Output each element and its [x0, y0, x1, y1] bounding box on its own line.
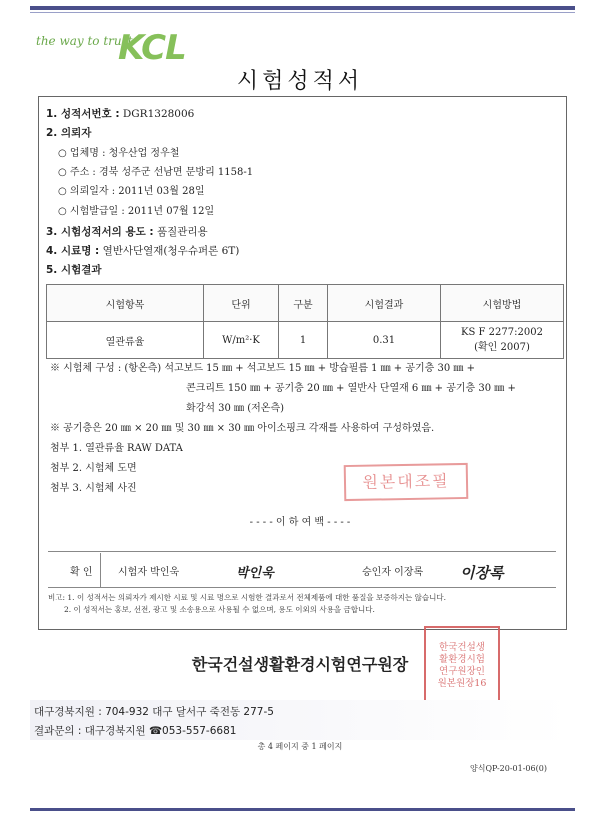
seal-text-3: 연구원장인 [439, 666, 485, 677]
sample-label: 4. 시료명 : [46, 245, 100, 257]
seal-text-4: 원본원장16 [437, 678, 487, 689]
report-number-label: 1. 성적서번호 : [46, 108, 120, 120]
report-number-value: DGR1328006 [122, 108, 195, 120]
confirm-label: 확 인 [70, 567, 93, 578]
air-layer-note: ※ 공기층은 20 ㎜ × 20 ㎜ 및 30 ㎜ × 30 ㎜ 아이소핑크 각재를 사용하여 구성하였음. [50, 423, 435, 434]
specimen-line-2: 콘크리트 150 ㎜ + 공기층 20 ㎜ + 열반사 단열재 6 ㎜ + 공기층 30 ㎜ + [186, 383, 516, 394]
cell-unit: W/m²·K [204, 322, 279, 359]
header-division: 구분 [279, 285, 328, 322]
attachment-3: 첨부 3. 시험체 사진 [50, 483, 137, 494]
sample-line [46, 245, 239, 258]
client-address: ○ 주소 : 경북 성주군 선남면 문방리 1158-1 [58, 167, 254, 178]
request-date: ○ 의뢰일자 : 2011년 03월 28일 [58, 186, 205, 197]
approver-signature: 이장록 [460, 564, 504, 582]
top-rule [30, 6, 575, 10]
client-label: 2. 의뢰자 [46, 127, 92, 139]
form-code: 양식QP-20-01-06(0) [470, 764, 547, 773]
header-item: 시험항목 [47, 285, 204, 322]
attachment-1: 첨부 1. 열관류율 RAW DATA [50, 443, 183, 454]
results-table [46, 284, 564, 359]
branch-address: 대구경북지원 : 704-932 대구 달서구 죽전동 277-5 [34, 706, 274, 718]
note-line-1: 비고: 1. 이 성적서는 의뢰자가 제시한 시료 및 시료 명으로 시험한 결과로서 전체제품에 대한 품질을 보증하지는 않습니다. [48, 593, 446, 602]
cell-division: 1 [279, 322, 328, 359]
approver-label: 승인자 이장록 [362, 567, 424, 578]
document-title: 시험성적서 [236, 69, 364, 94]
method-standard: KS F 2277:2002 [461, 327, 543, 338]
divider-top [48, 551, 556, 552]
table-header-row [47, 285, 564, 322]
table-row [47, 322, 564, 359]
header-unit: 단위 [204, 285, 279, 322]
method-confirm: (확인 2007) [474, 342, 530, 353]
sample-value: 열반사단열재(청우슈퍼론 6T) [102, 245, 240, 257]
seal-text-2: 활환경시험 [439, 654, 485, 665]
cell-result: 0.31 [328, 322, 441, 359]
cell-method [441, 322, 564, 359]
attachment-2: 첨부 2. 시험체 도면 [50, 463, 137, 474]
cell-item: 열관류율 [47, 322, 204, 359]
note-line-2: 2. 이 성적서는 홍보, 선전, 광고 및 소송용으로 사용될 수 없으며, 용도 이외의 사용을 금합니다. [64, 605, 375, 614]
tester-label: 시험자 박인욱 [118, 567, 180, 578]
client-company: ○ 업체명 : 청우산업 정우철 [58, 148, 180, 159]
specimen-line-1: ※ 시험체 구성 : (항온측) 석고보드 15 ㎜ + 석고보드 15 ㎜ + 방습필름 1 ㎜ + 공기층 30 ㎜ + [50, 363, 475, 374]
results-table-wrap [46, 284, 564, 359]
tagline: the way to trust [36, 34, 133, 48]
purpose-line [46, 226, 208, 239]
confirm-divider [100, 553, 101, 587]
inquiry-line: 결과문의 : 대구경북지원 ☎053-557-6681 [34, 725, 237, 737]
purpose-label: 3. 시험성적서의 용도 : [46, 226, 154, 238]
report-number-line [46, 108, 194, 121]
divider-middle [48, 587, 556, 588]
seal-text-1: 한국건설생 [439, 642, 485, 653]
original-verified-stamp: 원본대조필 [344, 463, 469, 501]
issue-date: ○ 시험발급일 : 2011년 07월 12일 [58, 206, 215, 217]
page-indicator: 총 4 페이지 중 1 페이지 [257, 742, 343, 751]
header-result: 시험결과 [328, 285, 441, 322]
header-method: 시험방법 [441, 285, 564, 322]
bottom-rule [30, 808, 575, 811]
institution-name: 한국건설생활환경시험연구원장 [191, 655, 409, 674]
blank-below-line: - - - - 이 하 여 백 - - - - [249, 517, 351, 528]
specimen-line-3: 화강석 30 ㎜ (저온측) [186, 403, 285, 414]
top-rule-thin [30, 12, 575, 13]
tester-signature: 박인욱 [236, 566, 274, 581]
kcl-logo: KCL [118, 28, 186, 68]
purpose-value: 품질관리용 [156, 226, 208, 238]
results-label: 5. 시험결과 [46, 264, 102, 276]
